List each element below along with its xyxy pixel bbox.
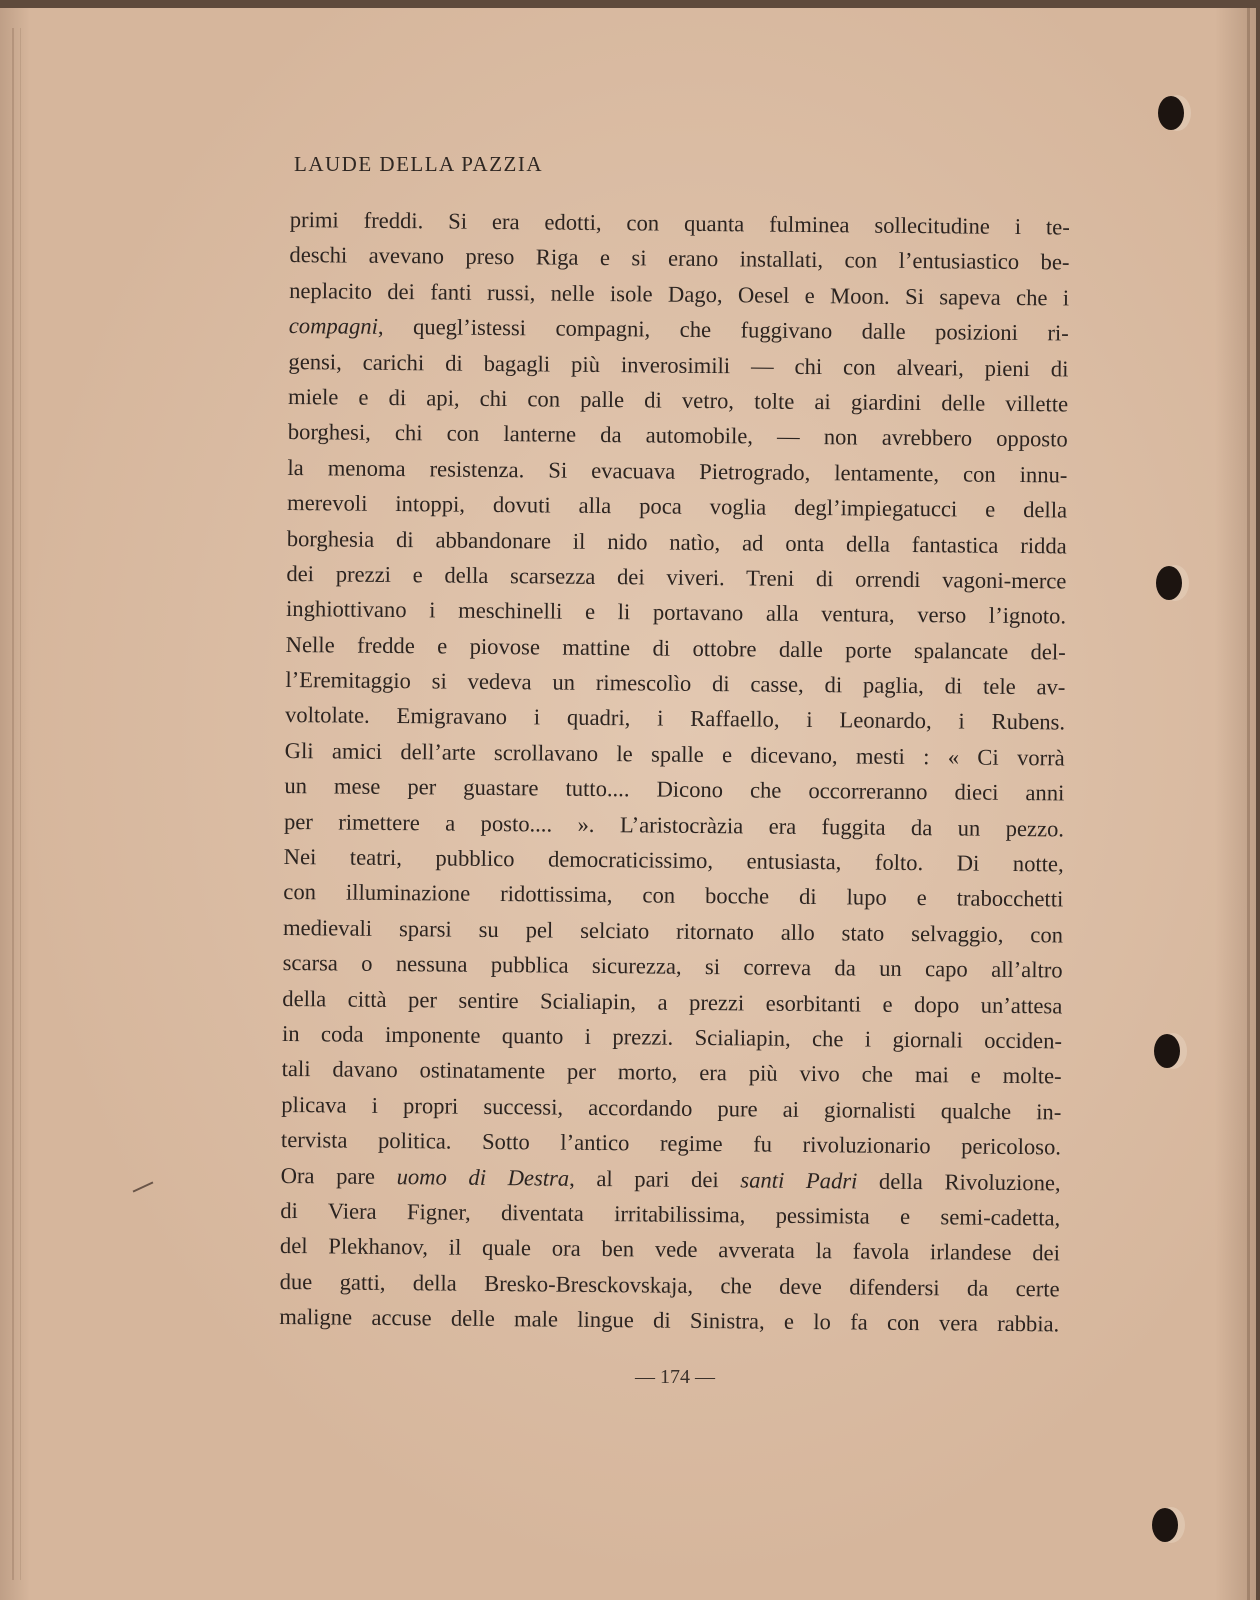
text-run: tali davano ostinatamente per morto, era più vivo che mai e molte- bbox=[281, 1056, 1062, 1089]
text-run: con illuminazione ridottissima, con bocche di lupo e trabocchetti bbox=[283, 879, 1064, 912]
pencil-mark bbox=[133, 1181, 154, 1192]
binder-hole bbox=[1158, 96, 1184, 130]
text-run: di Viera Figner, diventata irritabilissima, pessimista e semi-cadetta, bbox=[280, 1197, 1061, 1231]
text-run: la menoma resistenza. Si evacuava Pietrogrado, lentamente, con innu- bbox=[287, 454, 1068, 488]
text-run: miele e di api, chi con palle di vetro, tolte ai giardini delle villette bbox=[288, 383, 1069, 417]
text-run: un mese per guastare tutto.... Dicono che occorreranno dieci anni bbox=[284, 773, 1065, 806]
text-run: maligne accuse delle male lingue di Sinistra, e lo fa con vera rabbia. bbox=[279, 1304, 1060, 1337]
text-run: , quegl’istessi compagni, che fuggivano dalle posizioni ri- bbox=[377, 314, 1069, 346]
text-run: , al pari dei bbox=[569, 1165, 741, 1192]
text-run: scarsa o nessuna pubblica sicurezza, si correva da un capo all’altro bbox=[282, 950, 1063, 983]
text-run: merevoli intoppi, dovuti alla poca voglia degl’impiegatucci e della bbox=[286, 490, 1068, 523]
text-run: inghiottivano i meschinelli e li portavano alla ventura, verso l’ignoto. bbox=[285, 596, 1067, 629]
text-run: della città per sentire Scialiapin, a prezzi esorbitanti e dopo un’attesa bbox=[282, 985, 1063, 1019]
page-number: — 174 — bbox=[635, 1366, 715, 1388]
page-edge-left-inner bbox=[20, 28, 21, 1580]
text-run: Nei teatri, pubblico democraticissimo, entusiasta, folto. Di notte, bbox=[283, 844, 1064, 877]
text-run: Ora pare bbox=[280, 1162, 397, 1189]
text-run: del Plekhanov, il quale ora ben vede avverata la favola irlandese dei bbox=[279, 1233, 1061, 1266]
text-run: Nelle fredde e piovose mattine di ottobre dalle porte spalancate del- bbox=[285, 631, 1066, 665]
italic-text: santi Padri bbox=[740, 1166, 858, 1194]
running-head: LAUDE DELLA PAZZIA bbox=[294, 152, 544, 176]
text-run: per rimettere a posto.... ». L’aristocràzia era fuggita da un pezzo. bbox=[283, 808, 1065, 842]
text-run: gensi, carichi di bagagli più inverosimili — chi con alveari, pieni di bbox=[288, 348, 1069, 382]
text-run: borghesia di abbandonare il nido natìo, ad onta della fantastica ridda bbox=[286, 525, 1067, 558]
text-line bbox=[279, 1299, 1059, 1342]
text-run: medievali sparsi su pel selciato ritornato allo stato selvaggio, con bbox=[282, 914, 1064, 948]
text-run: dei prezzi e della scarsezza dei viveri. Treni di orrendi vagoni-merce bbox=[286, 560, 1067, 594]
italic-text: compagni bbox=[288, 313, 379, 340]
text-run: plicava i propri successi, accordando pure ai giornalisti qualche in- bbox=[281, 1091, 1062, 1125]
book-page bbox=[0, 8, 1256, 1600]
text-run: l’Eremitaggio si vedeva un rimescolìo di casse, di paglia, di tele av- bbox=[285, 667, 1066, 700]
text-run: in coda imponente quanto i prezzi. Scialiapin, che i giornali occiden- bbox=[281, 1020, 1063, 1054]
text-run: tervista politica. Sotto l’antico regime fu rivoluzionario pericoloso. bbox=[280, 1127, 1062, 1160]
body-text bbox=[279, 202, 1070, 1342]
page-edge-left bbox=[12, 28, 14, 1580]
binder-hole bbox=[1156, 566, 1182, 600]
text-run: Gli amici dell’arte scrollavano le spalle e dicevano, mesti : « Ci vorrà bbox=[284, 737, 1065, 771]
text-run: neplacito dei fanti russi, nelle isole Dago, Oesel e Moon. Si sapeva che i bbox=[289, 277, 1070, 311]
page-edge-right bbox=[1247, 8, 1250, 1600]
binder-hole bbox=[1152, 1508, 1178, 1542]
text-run: primi freddi. Si era edotti, con quanta fulminea sollecitudine i te- bbox=[289, 206, 1070, 240]
binder-hole bbox=[1154, 1034, 1180, 1068]
italic-text: uomo di Destra bbox=[396, 1163, 570, 1191]
text-run: deschi avevano preso Riga e si erano installati, con l’entusiastico be- bbox=[289, 242, 1070, 275]
text-run: borghesi, chi con lanterne da automobile, — non avrebbero opposto bbox=[287, 419, 1068, 452]
text-run: della Rivoluzione, bbox=[857, 1168, 1061, 1195]
text-run: due gatti, della Bresko-Bresckovskaja, che deve difendersi da certe bbox=[279, 1268, 1060, 1302]
text-run: voltolate. Emigravano i quadri, i Raffaello, i Leonardo, i Rubens. bbox=[284, 702, 1066, 735]
